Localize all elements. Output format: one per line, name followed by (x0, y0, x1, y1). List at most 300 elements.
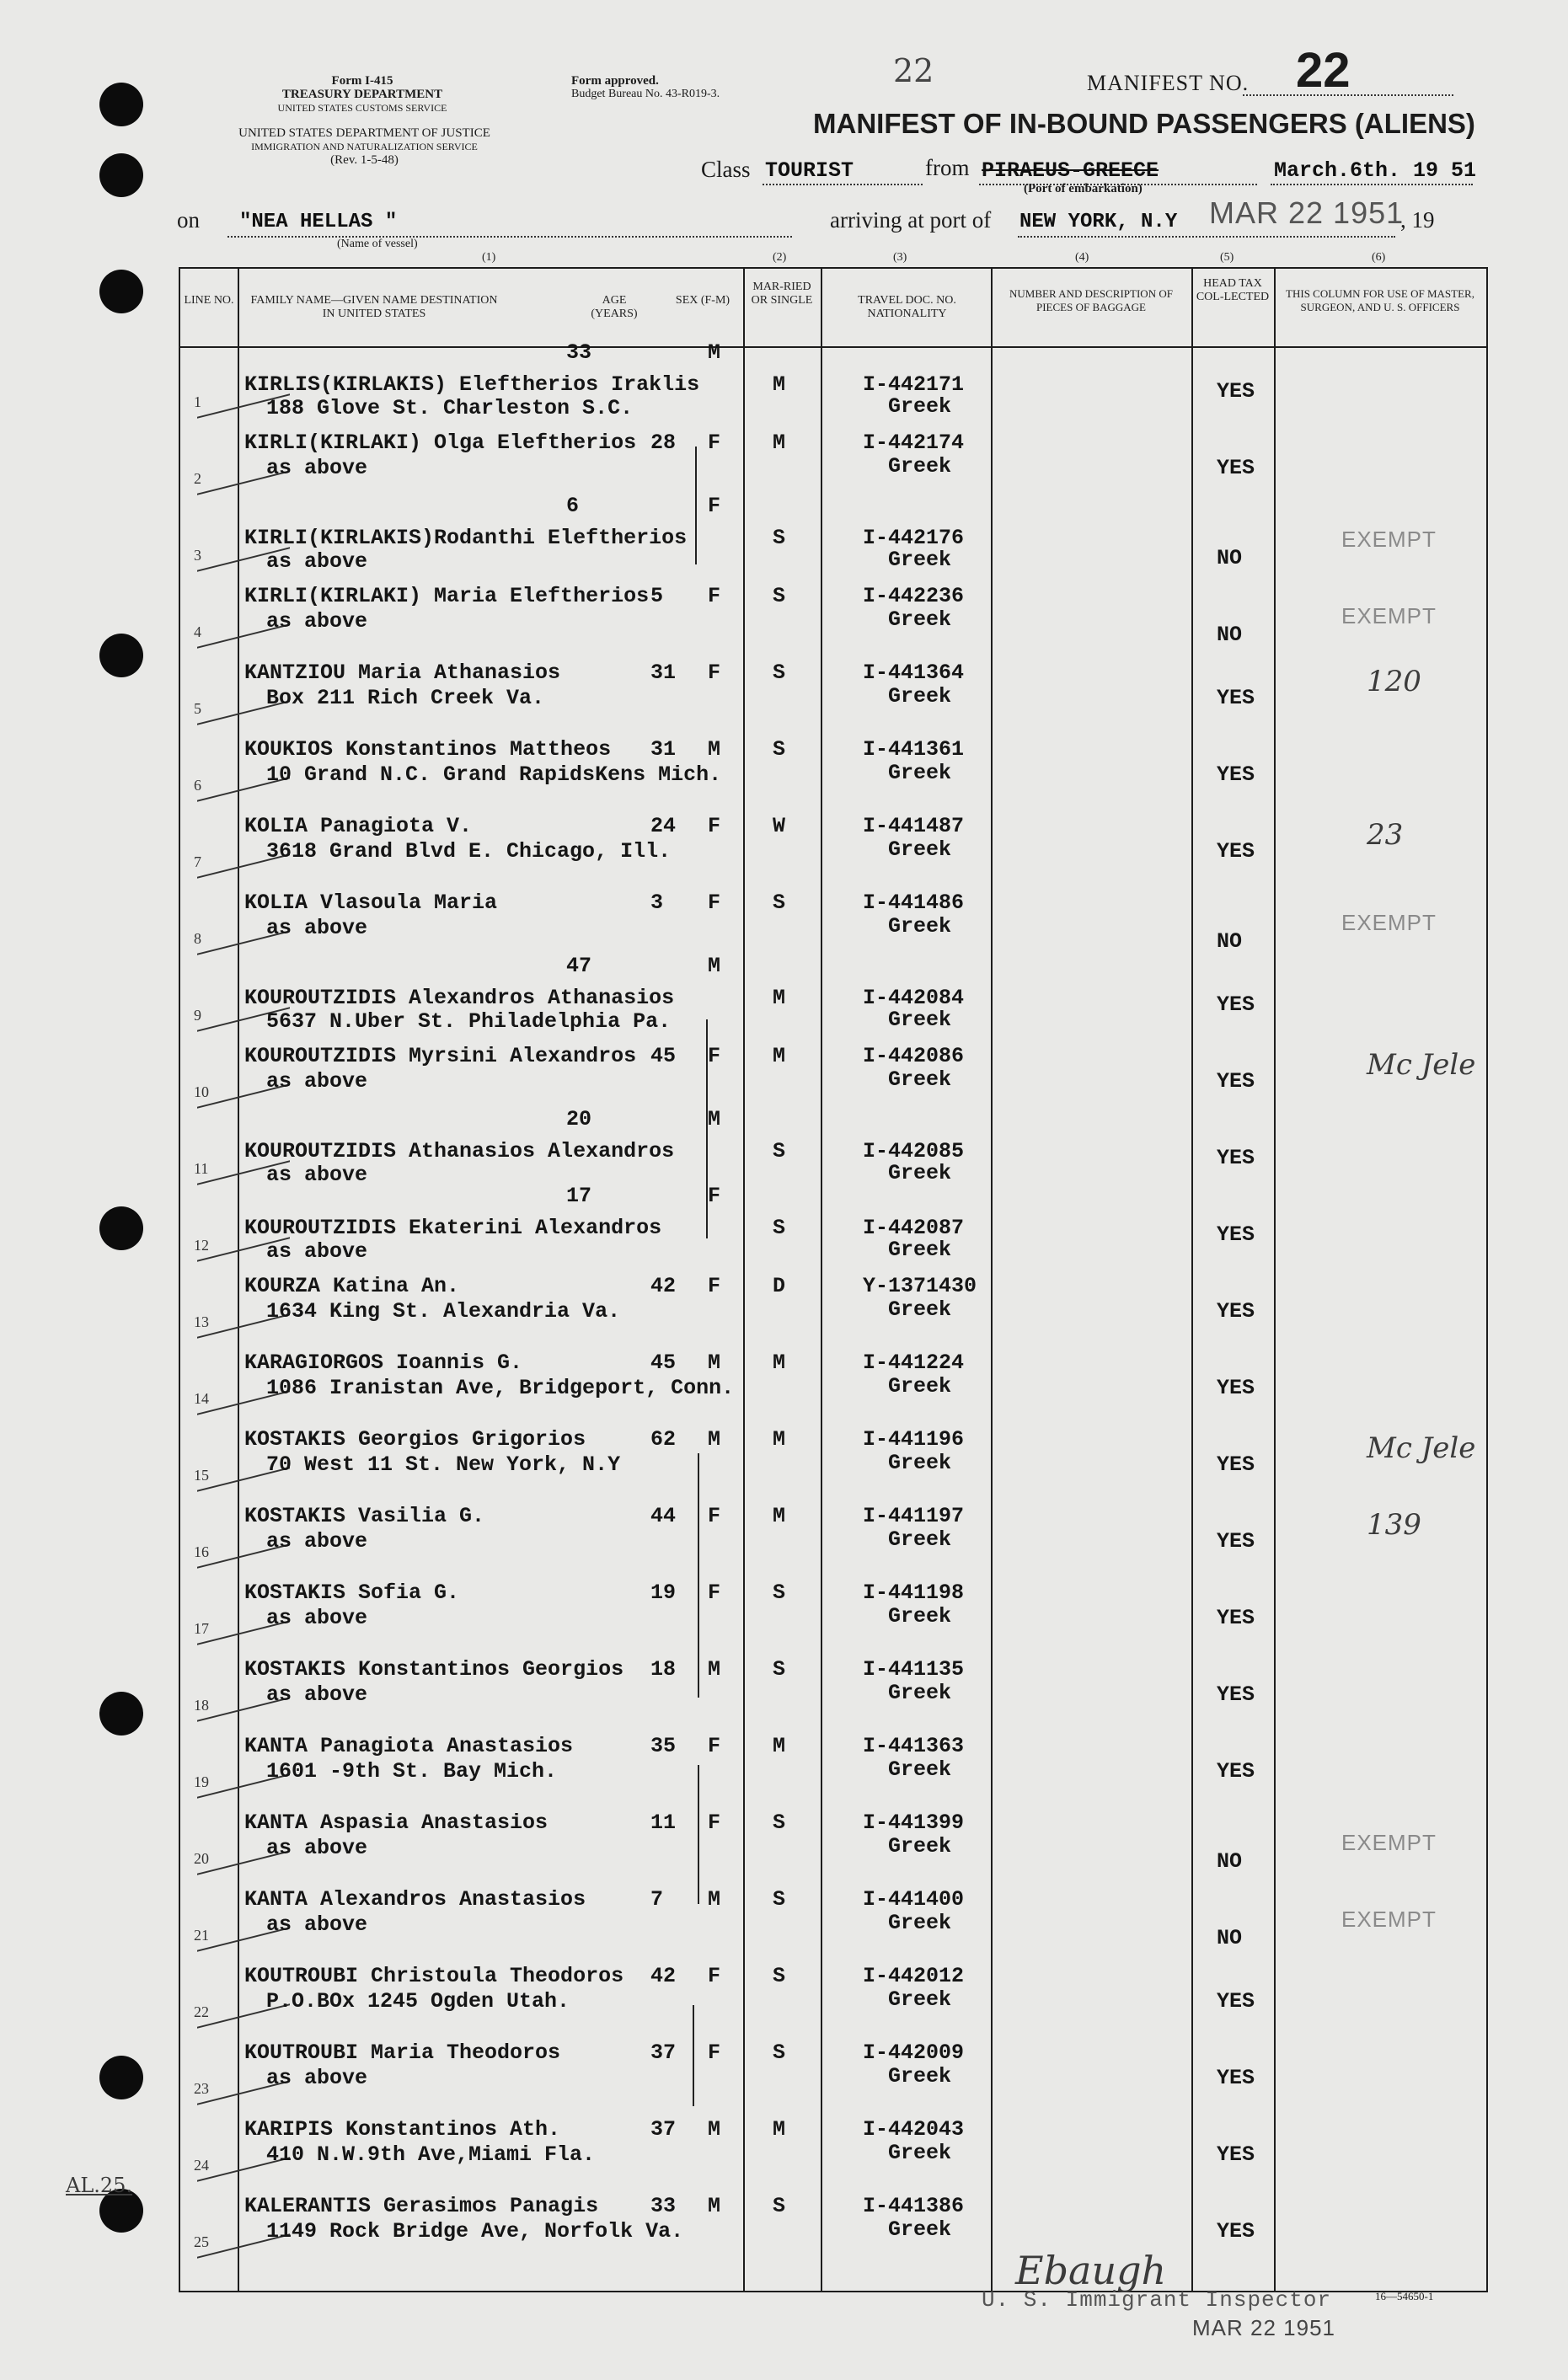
head-tax: YES (1217, 1376, 1255, 1400)
nationality: Greek (888, 607, 952, 632)
head-tax: YES (1217, 1682, 1255, 1707)
nationality: Greek (888, 454, 952, 479)
passenger-name: KOLIA Panagiota V. (244, 814, 473, 838)
head-tax: YES (1217, 762, 1255, 787)
date-line (1271, 184, 1473, 185)
passenger-destination: as above (266, 1606, 368, 1630)
passenger-sex: M (708, 1657, 721, 1682)
marital-status: S (773, 661, 786, 685)
travel-doc-number: I-442236 (863, 584, 965, 608)
vessel-caption: (Name of vessel) (337, 238, 418, 250)
nationality: Greek (888, 2141, 952, 2165)
passenger-destination: 1086 Iranistan Ave, Bridgeport, Conn. (266, 1376, 735, 1400)
passenger-sex: F (708, 814, 721, 838)
nationality: Greek (888, 1238, 952, 1262)
table-row (179, 1265, 1485, 1341)
col-head-age: AGE (YEARS) (591, 294, 638, 320)
col-head-name: FAMILY NAME—GIVEN NAME DESTINATION IN UNITED STATES (250, 294, 498, 320)
marital-status: M (773, 1427, 786, 1452)
passenger-age: 42 (650, 1274, 677, 1298)
exempt-stamp: EXEMPT (1341, 527, 1437, 552)
nationality: Greek (888, 2064, 952, 2089)
travel-doc-number: I-442171 (863, 372, 965, 397)
passenger-age: 33 (566, 340, 592, 365)
passenger-sex: F (708, 1580, 721, 1605)
head-tax: YES (1217, 1069, 1255, 1094)
marital-status: M (773, 2117, 786, 2142)
head-tax: YES (1217, 2219, 1255, 2244)
budget-bureau: Budget Bureau No. 43-R019-3. (571, 88, 720, 100)
head-tax: NO (1217, 929, 1243, 954)
passenger-name: KIRLIS(KIRLAKIS) Eleftherios Iraklis (244, 372, 700, 397)
vessel-line (227, 236, 792, 238)
col-num-2: (2) (773, 251, 787, 264)
passenger-name: KOUTROUBI Christoula Theodoros (244, 1964, 624, 1988)
marital-status: S (773, 2194, 786, 2218)
passenger-name: KIRLI(KIRLAKI) Maria Eleftherios (244, 584, 650, 608)
punch-hole (99, 153, 143, 197)
line-number: 15 (194, 1467, 209, 1484)
travel-doc-number: I-441196 (863, 1427, 965, 1452)
col-head-sex: SEX (F-M) (675, 294, 730, 307)
passenger-age: 35 (650, 1734, 677, 1758)
passenger-age: 3 (650, 890, 664, 915)
passenger-age: 62 (650, 1427, 677, 1452)
passenger-name: KIRLI(KIRLAKI) Olga Eleftherios (244, 431, 637, 455)
punch-hole (99, 83, 143, 126)
passenger-age: 31 (650, 737, 677, 762)
table-row (179, 1801, 1485, 1878)
nationality: Greek (888, 1008, 952, 1032)
line-number: 10 (194, 1083, 209, 1100)
line-number: 17 (194, 1620, 209, 1637)
line-number: 4 (194, 623, 201, 640)
table-row (179, 1341, 1485, 1418)
passenger-age: 7 (650, 1887, 664, 1912)
passenger-destination: 1634 King St. Alexandria Va. (266, 1299, 621, 1324)
head-tax: YES (1217, 839, 1255, 864)
passenger-name: KOUROUTZIDIS Myrsini Alexandros (244, 1044, 637, 1068)
passenger-destination: as above (266, 609, 368, 634)
family-bracket (706, 1019, 708, 1238)
passenger-age: 11 (650, 1810, 677, 1835)
passenger-sex: M (708, 1427, 721, 1452)
family-bracket (695, 447, 697, 564)
customs-service: UNITED STATES CUSTOMS SERVICE (277, 102, 447, 114)
nationality: Greek (888, 1604, 952, 1629)
line-number: 1 (194, 393, 201, 410)
line-number: 23 (194, 2080, 209, 2097)
marital-status: S (773, 1580, 786, 1605)
head-tax: YES (1217, 379, 1255, 404)
passenger-destination: as above (266, 1682, 368, 1707)
passenger-name: KANTA Alexandros Anastasios (244, 1887, 586, 1912)
passenger-sex: F (708, 584, 721, 608)
table-row (179, 1955, 1485, 2031)
head-tax: NO (1217, 546, 1243, 570)
passenger-destination: as above (266, 1239, 368, 1264)
table-row (179, 1035, 1485, 1111)
officer-note: 120 (1367, 665, 1421, 698)
col-head-officers: THIS COLUMN FOR USE OF MASTER, SURGEON, AND U. S. OFFICERS (1286, 287, 1474, 313)
officer-note: Mc Jele (1367, 1048, 1476, 1082)
travel-doc-number: I-441224 (863, 1350, 965, 1375)
passenger-sex: M (708, 954, 721, 978)
officer-note: Mc Jele (1367, 1431, 1476, 1465)
passenger-age: 45 (650, 1044, 677, 1068)
col-head-headtax: HEAD TAX COL-LECTED (1196, 277, 1270, 303)
exempt-stamp: EXEMPT (1341, 910, 1437, 935)
passenger-name: KOUKIOS Konstantinos Mattheos (244, 737, 612, 762)
travel-doc-number: I-442012 (863, 1964, 965, 1988)
nationality: Greek (888, 1681, 952, 1705)
on-label: on (177, 207, 200, 233)
passenger-sex: F (708, 1184, 721, 1208)
head-tax: YES (1217, 2066, 1255, 2090)
punch-hole (99, 1206, 143, 1250)
year-suffix: , 19 (1400, 207, 1435, 233)
nationality: Greek (888, 1067, 952, 1092)
passenger-destination: 1601 -9th St. Bay Mich. (266, 1759, 558, 1784)
inspector-stamp: U. S. Immigrant Inspector (982, 2287, 1332, 2313)
head-tax: YES (1217, 1759, 1255, 1784)
family-bracket (698, 1765, 699, 1904)
revision: (Rev. 1-5-48) (330, 153, 399, 167)
passenger-sex: F (708, 2040, 721, 2065)
passenger-destination: as above (266, 2066, 368, 2090)
passenger-name: KALERANTIS Gerasimos Panagis (244, 2194, 599, 2218)
passenger-age: 5 (650, 584, 664, 608)
from-value: PIRAEUS-GREECE (982, 158, 1159, 183)
travel-doc-number: I-442174 (863, 431, 965, 455)
inspection-date-stamp: MAR 22 1951 (1192, 2315, 1335, 2340)
head-tax: YES (1217, 686, 1255, 710)
arriving-port: NEW YORK, N.Y (1019, 211, 1178, 233)
travel-doc-number: I-442009 (863, 2040, 965, 2065)
marital-status: S (773, 1657, 786, 1682)
nationality: Greek (888, 761, 952, 785)
passenger-sex: M (708, 1350, 721, 1375)
passenger-age: 42 (650, 1964, 677, 1988)
col-head-line-no: LINE NO. (184, 294, 234, 307)
marital-status: D (773, 1274, 786, 1298)
passenger-name: KARAGIORGOS Ioannis G. (244, 1350, 523, 1375)
passenger-destination: Box 211 Rich Creek Va. (266, 686, 545, 710)
passenger-sex: M (708, 340, 721, 365)
from-label: from (925, 155, 970, 180)
passenger-sex: F (708, 1504, 721, 1528)
line-number: 6 (194, 777, 201, 794)
line-number: 9 (194, 1007, 201, 1024)
passenger-sex: F (708, 1044, 721, 1068)
manifest-number-line (1243, 94, 1453, 96)
line-number: 12 (194, 1237, 209, 1254)
line-number: 14 (194, 1390, 209, 1407)
passenger-name: KOUROUTZIDIS Athanasios Alexandros (244, 1139, 675, 1163)
inspector-signature: Ebaugh (1015, 2248, 1167, 2293)
passenger-sex: F (708, 431, 721, 455)
arriving-line (1018, 236, 1395, 238)
passenger-destination: 410 N.W.9th Ave,Miami Fla. (266, 2142, 596, 2167)
form-number: Form I-415 (331, 74, 393, 88)
col-num-6: (6) (1372, 251, 1386, 264)
col-num-3: (3) (893, 251, 907, 264)
passenger-name: KOSTAKIS Vasilia G. (244, 1504, 485, 1528)
marital-status: M (773, 1734, 786, 1758)
line-number: 22 (194, 2003, 209, 2020)
marital-status: M (773, 986, 786, 1010)
table-row (179, 1184, 1485, 1265)
table-row (179, 954, 1485, 1035)
passenger-name: KOSTAKIS Georgios Grigorios (244, 1427, 586, 1452)
passenger-age: 20 (566, 1107, 592, 1131)
line-number: 16 (194, 1543, 209, 1560)
col-num-5: (5) (1220, 251, 1234, 264)
passenger-age: 6 (566, 494, 580, 518)
passenger-age: 18 (650, 1657, 677, 1682)
travel-doc-number: I-442085 (863, 1139, 965, 1163)
nationality: Greek (888, 548, 952, 572)
head-tax: YES (1217, 1146, 1255, 1170)
passenger-age: 33 (650, 2194, 677, 2218)
table-row (179, 575, 1485, 651)
nationality: Greek (888, 1911, 952, 1935)
manifest-number: 22 (1296, 43, 1351, 98)
marital-status: M (773, 372, 786, 397)
head-tax: YES (1217, 1222, 1255, 1247)
nationality: Greek (888, 1527, 952, 1552)
nationality: Greek (888, 914, 952, 939)
passenger-destination: as above (266, 456, 368, 480)
line-number: 7 (194, 853, 201, 870)
table-row (179, 1418, 1485, 1495)
marital-status: M (773, 431, 786, 455)
passenger-name: KOURZA Katina An. (244, 1274, 460, 1298)
passenger-name: KIRLI(KIRLAKIS)Rodanthi Eleftherios (244, 526, 688, 550)
passenger-name: KOUROUTZIDIS Ekaterini Alexandros (244, 1216, 662, 1240)
punch-hole (99, 1692, 143, 1736)
col-num-4: (4) (1075, 251, 1089, 264)
col-num-1: (1) (482, 251, 496, 264)
passenger-sex: F (708, 1734, 721, 1758)
passenger-sex: M (708, 2117, 721, 2142)
travel-doc-number: I-441399 (863, 1810, 965, 1835)
table-row (179, 805, 1485, 881)
passenger-age: 17 (566, 1184, 592, 1208)
nationality: Greek (888, 1161, 952, 1185)
passenger-destination: as above (266, 1529, 368, 1554)
exempt-stamp: EXEMPT (1341, 603, 1437, 628)
travel-doc-number: Y-1371430 (863, 1274, 977, 1298)
line-number: 13 (194, 1313, 209, 1330)
passenger-destination: 3618 Grand Blvd E. Chicago, Ill. (266, 839, 672, 864)
family-bracket (698, 1453, 699, 1698)
passenger-destination: as above (266, 1912, 368, 1937)
passenger-age: 37 (650, 2117, 677, 2142)
head-tax: YES (1217, 1299, 1255, 1324)
marital-status: S (773, 1964, 786, 1988)
passenger-name: KANTA Aspasia Anastasios (244, 1810, 549, 1835)
officer-note: 23 (1367, 818, 1404, 852)
travel-doc-number: I-441361 (863, 737, 965, 762)
table-row (179, 1571, 1485, 1648)
travel-doc-number: I-441486 (863, 890, 965, 915)
passenger-name: KOLIA Vlasoula Maria (244, 890, 498, 915)
nationality: Greek (888, 394, 952, 419)
passenger-destination: as above (266, 549, 368, 574)
punch-hole (99, 2056, 143, 2099)
passenger-sex: M (708, 2194, 721, 2218)
nationality: Greek (888, 684, 952, 709)
line-number: 11 (194, 1160, 209, 1177)
marital-status: S (773, 1139, 786, 1163)
vessel-name: "NEA HELLAS " (239, 211, 398, 233)
travel-doc-number: I-441364 (863, 661, 965, 685)
table-row (179, 340, 1485, 421)
nationality: Greek (888, 1374, 952, 1399)
nationality: Greek (888, 1451, 952, 1475)
passenger-name: KANTA Panagiota Anastasios (244, 1734, 574, 1758)
port-embarkation-caption: (Port of embarkation) (1024, 182, 1143, 195)
passenger-age: 47 (566, 954, 592, 978)
table-row (179, 881, 1485, 958)
passenger-destination: as above (266, 1163, 368, 1187)
travel-doc-number: I-442176 (863, 526, 965, 550)
passenger-age: 45 (650, 1350, 677, 1375)
head-tax: NO (1217, 1849, 1243, 1874)
col-head-baggage: NUMBER AND DESCRIPTION OF PIECES OF BAGGAGE (1009, 287, 1173, 313)
marital-status: S (773, 2040, 786, 2065)
punch-hole (99, 634, 143, 677)
passenger-sex: F (708, 1274, 721, 1298)
table-row (179, 2031, 1485, 2108)
table-row (179, 2108, 1485, 2185)
line-number: 5 (194, 700, 201, 717)
travel-doc-number: I-442084 (863, 986, 965, 1010)
travel-doc-number: I-442086 (863, 1044, 965, 1068)
marital-status: M (773, 1504, 786, 1528)
nationality: Greek (888, 2217, 952, 2242)
justice-dept: UNITED STATES DEPARTMENT OF JUSTICE (238, 126, 490, 140)
col-head-married: MAR-RIED OR SINGLE (751, 281, 813, 307)
table-row (179, 421, 1485, 498)
table-row (179, 1878, 1485, 1955)
passenger-name: KANTZIOU Maria Athanasios (244, 661, 561, 685)
passenger-name: KARIPIS Konstantinos Ath. (244, 2117, 561, 2142)
passenger-sex: F (708, 661, 721, 685)
travel-doc-number: I-442087 (863, 1216, 965, 1240)
exempt-stamp: EXEMPT (1341, 1830, 1437, 1855)
passenger-sex: M (708, 1107, 721, 1131)
passenger-sex: F (708, 890, 721, 915)
table-row (179, 1107, 1485, 1188)
passenger-sex: M (708, 1887, 721, 1912)
head-tax: YES (1217, 1989, 1255, 2014)
class-line (763, 184, 923, 185)
passenger-destination: 10 Grand N.C. Grand RapidsKens Mich. (266, 762, 722, 787)
travel-doc-number: I-441400 (863, 1887, 965, 1912)
marital-status: S (773, 584, 786, 608)
head-tax: YES (1217, 456, 1255, 480)
head-tax: NO (1217, 1926, 1243, 1950)
passenger-destination: 188 Glove St. Charleston S.C. (266, 396, 634, 420)
passenger-age: 24 (650, 814, 677, 838)
margin-note: AL.25. (66, 2174, 133, 2197)
passenger-destination: P.O.BOx 1245 Ogden Utah. (266, 1989, 570, 2014)
passenger-sex: F (708, 1810, 721, 1835)
table-row (179, 651, 1485, 728)
marital-status: M (773, 1044, 786, 1068)
travel-doc-number: I-441386 (863, 2194, 965, 2218)
nationality: Greek (888, 1297, 952, 1322)
head-tax: YES (1217, 992, 1255, 1017)
passenger-age: 28 (650, 431, 677, 455)
handwritten-page-number: 22 (893, 52, 934, 89)
passenger-destination: 1149 Rock Bridge Ave, Norfolk Va. (266, 2219, 684, 2244)
exempt-stamp: EXEMPT (1341, 1907, 1437, 1932)
family-bracket (693, 2005, 694, 2106)
manifest-label: MANIFEST NO. (1087, 71, 1250, 95)
marital-status: S (773, 1216, 786, 1240)
arriving-label: arriving at port of (830, 207, 992, 233)
passenger-destination: as above (266, 1069, 368, 1094)
passenger-sex: F (708, 1964, 721, 1988)
class-label: Class (701, 157, 751, 182)
table-row (179, 1648, 1485, 1725)
marital-status: M (773, 1350, 786, 1375)
passenger-destination: as above (266, 916, 368, 940)
head-tax: YES (1217, 2142, 1255, 2167)
line-number: 24 (194, 2157, 209, 2174)
nationality: Greek (888, 1834, 952, 1859)
passenger-sex: F (708, 494, 721, 518)
passenger-age: 44 (650, 1504, 677, 1528)
marital-status: S (773, 1887, 786, 1912)
class-value: TOURIST (765, 158, 854, 183)
travel-doc-number: I-441198 (863, 1580, 965, 1605)
table-row (179, 1725, 1485, 1801)
line-number: 2 (194, 470, 201, 487)
passenger-destination: 5637 N.Uber St. Philadelphia Pa. (266, 1009, 672, 1034)
passenger-name: KOUTROUBI Maria Theodoros (244, 2040, 561, 2065)
passenger-destination: as above (266, 1836, 368, 1860)
passenger-sex: M (708, 737, 721, 762)
line-number: 25 (194, 2233, 209, 2250)
treasury-dept: TREASURY DEPARTMENT (281, 88, 443, 101)
nationality: Greek (888, 1987, 952, 2012)
passenger-age: 19 (650, 1580, 677, 1605)
travel-doc-number: I-441487 (863, 814, 965, 838)
passenger-name: KOSTAKIS Konstantinos Georgios (244, 1657, 624, 1682)
head-tax: NO (1217, 623, 1243, 647)
passenger-destination: 70 West 11 St. New York, N.Y (266, 1452, 621, 1477)
arrival-date-stamp: MAR 22 1951 (1209, 195, 1405, 230)
manifest-title: MANIFEST OF IN-BOUND PASSENGERS (ALIENS) (813, 108, 1475, 139)
marital-status: S (773, 737, 786, 762)
head-tax: YES (1217, 1606, 1255, 1630)
marital-status: S (773, 526, 786, 550)
table-row (179, 2185, 1485, 2261)
table-row (179, 1495, 1485, 1571)
travel-doc-number: I-441135 (863, 1657, 965, 1682)
col-head-travel: TRAVEL DOC. NO. NATIONALITY (858, 294, 956, 320)
line-number: 3 (194, 547, 201, 564)
table-row (179, 728, 1485, 805)
nationality: Greek (888, 837, 952, 862)
nationality: Greek (888, 1757, 952, 1782)
marital-status: W (773, 814, 786, 838)
line-number: 18 (194, 1697, 209, 1714)
